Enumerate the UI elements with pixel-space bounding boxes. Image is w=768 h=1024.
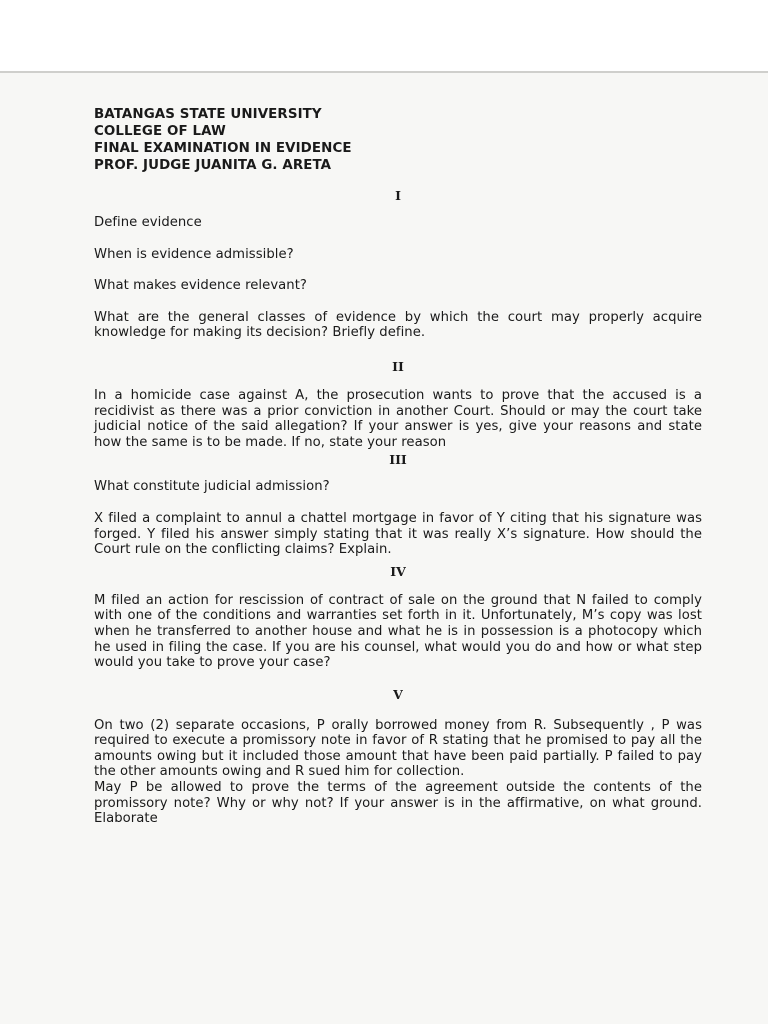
exam-content	[94, 106, 702, 827]
exam-header	[94, 106, 702, 174]
scan-margin	[0, 0, 768, 72]
university-name: BATANGAS STATE UNIVERSITY	[94, 107, 322, 122]
section-numeral-4: IV	[390, 563, 406, 579]
question-5-1: On two (2) separate occasions, P orally borrowed money from R. Subsequently , P was required to execute a promissory note in favor of R stating that he promised to pay all the amounts owing but it included those amount that have been paid partially. P failed to pay the other amounts owing and R sued him for collection.	[94, 717, 702, 780]
question-1-4: What are the general classes of evidence by which the court may properly acquire knowledge for making its decision? Briefly define.	[94, 309, 702, 341]
exam-title: FINAL EXAMINATION IN EVIDENCE	[94, 141, 352, 156]
section-numeral-3: III	[389, 452, 407, 468]
section-numeral-5: V	[393, 686, 403, 702]
question-1-1: Define evidence	[94, 215, 202, 230]
question-5-2: May P be allowed to prove the terms of the agreement outside the contents of the promissory note? Why or why not? If your answer is in the affirmative, on what ground. Elaborate	[94, 780, 702, 827]
section-numeral-1: I	[395, 188, 401, 203]
professor-name: PROF. JUDGE JUANITA G. ARETA	[94, 158, 332, 173]
question-3-1: What constitute judicial admission?	[94, 479, 330, 495]
question-1-2: When is evidence admissible?	[94, 246, 294, 262]
question-4-1: M filed an action for rescission of contract of sale on the ground that N failed to comply with one of the conditions and warranties set forth in it. Unfortunately, M’s copy was lost when he transferred to another house and what he is in possession is a photocopy which he used in filing the case. If you are his counsel, what would you do and how or what step would you take to prove your case?	[94, 592, 702, 671]
question-2-1: In a homicide case against A, the prosecution wants to prove that the accused is a recidivist as there was a prior conviction in another Court. Should or may the court take judicial notice of the said allegation? If your answer is yes, give your reasons and state how the same is to be made. If no, state your reason	[94, 387, 702, 450]
section-numeral-2: II	[392, 358, 404, 374]
question-3-2: X filed a complaint to annul a chattel mortgage in favor of Y citing that his signature was forged. Y filed his answer simply stating that it was really X’s signature. How should the Court rule on the conflicting claims? Explain.	[94, 510, 702, 558]
question-1-3: What makes evidence relevant?	[94, 278, 307, 294]
college-name: COLLEGE OF LAW	[94, 124, 226, 139]
